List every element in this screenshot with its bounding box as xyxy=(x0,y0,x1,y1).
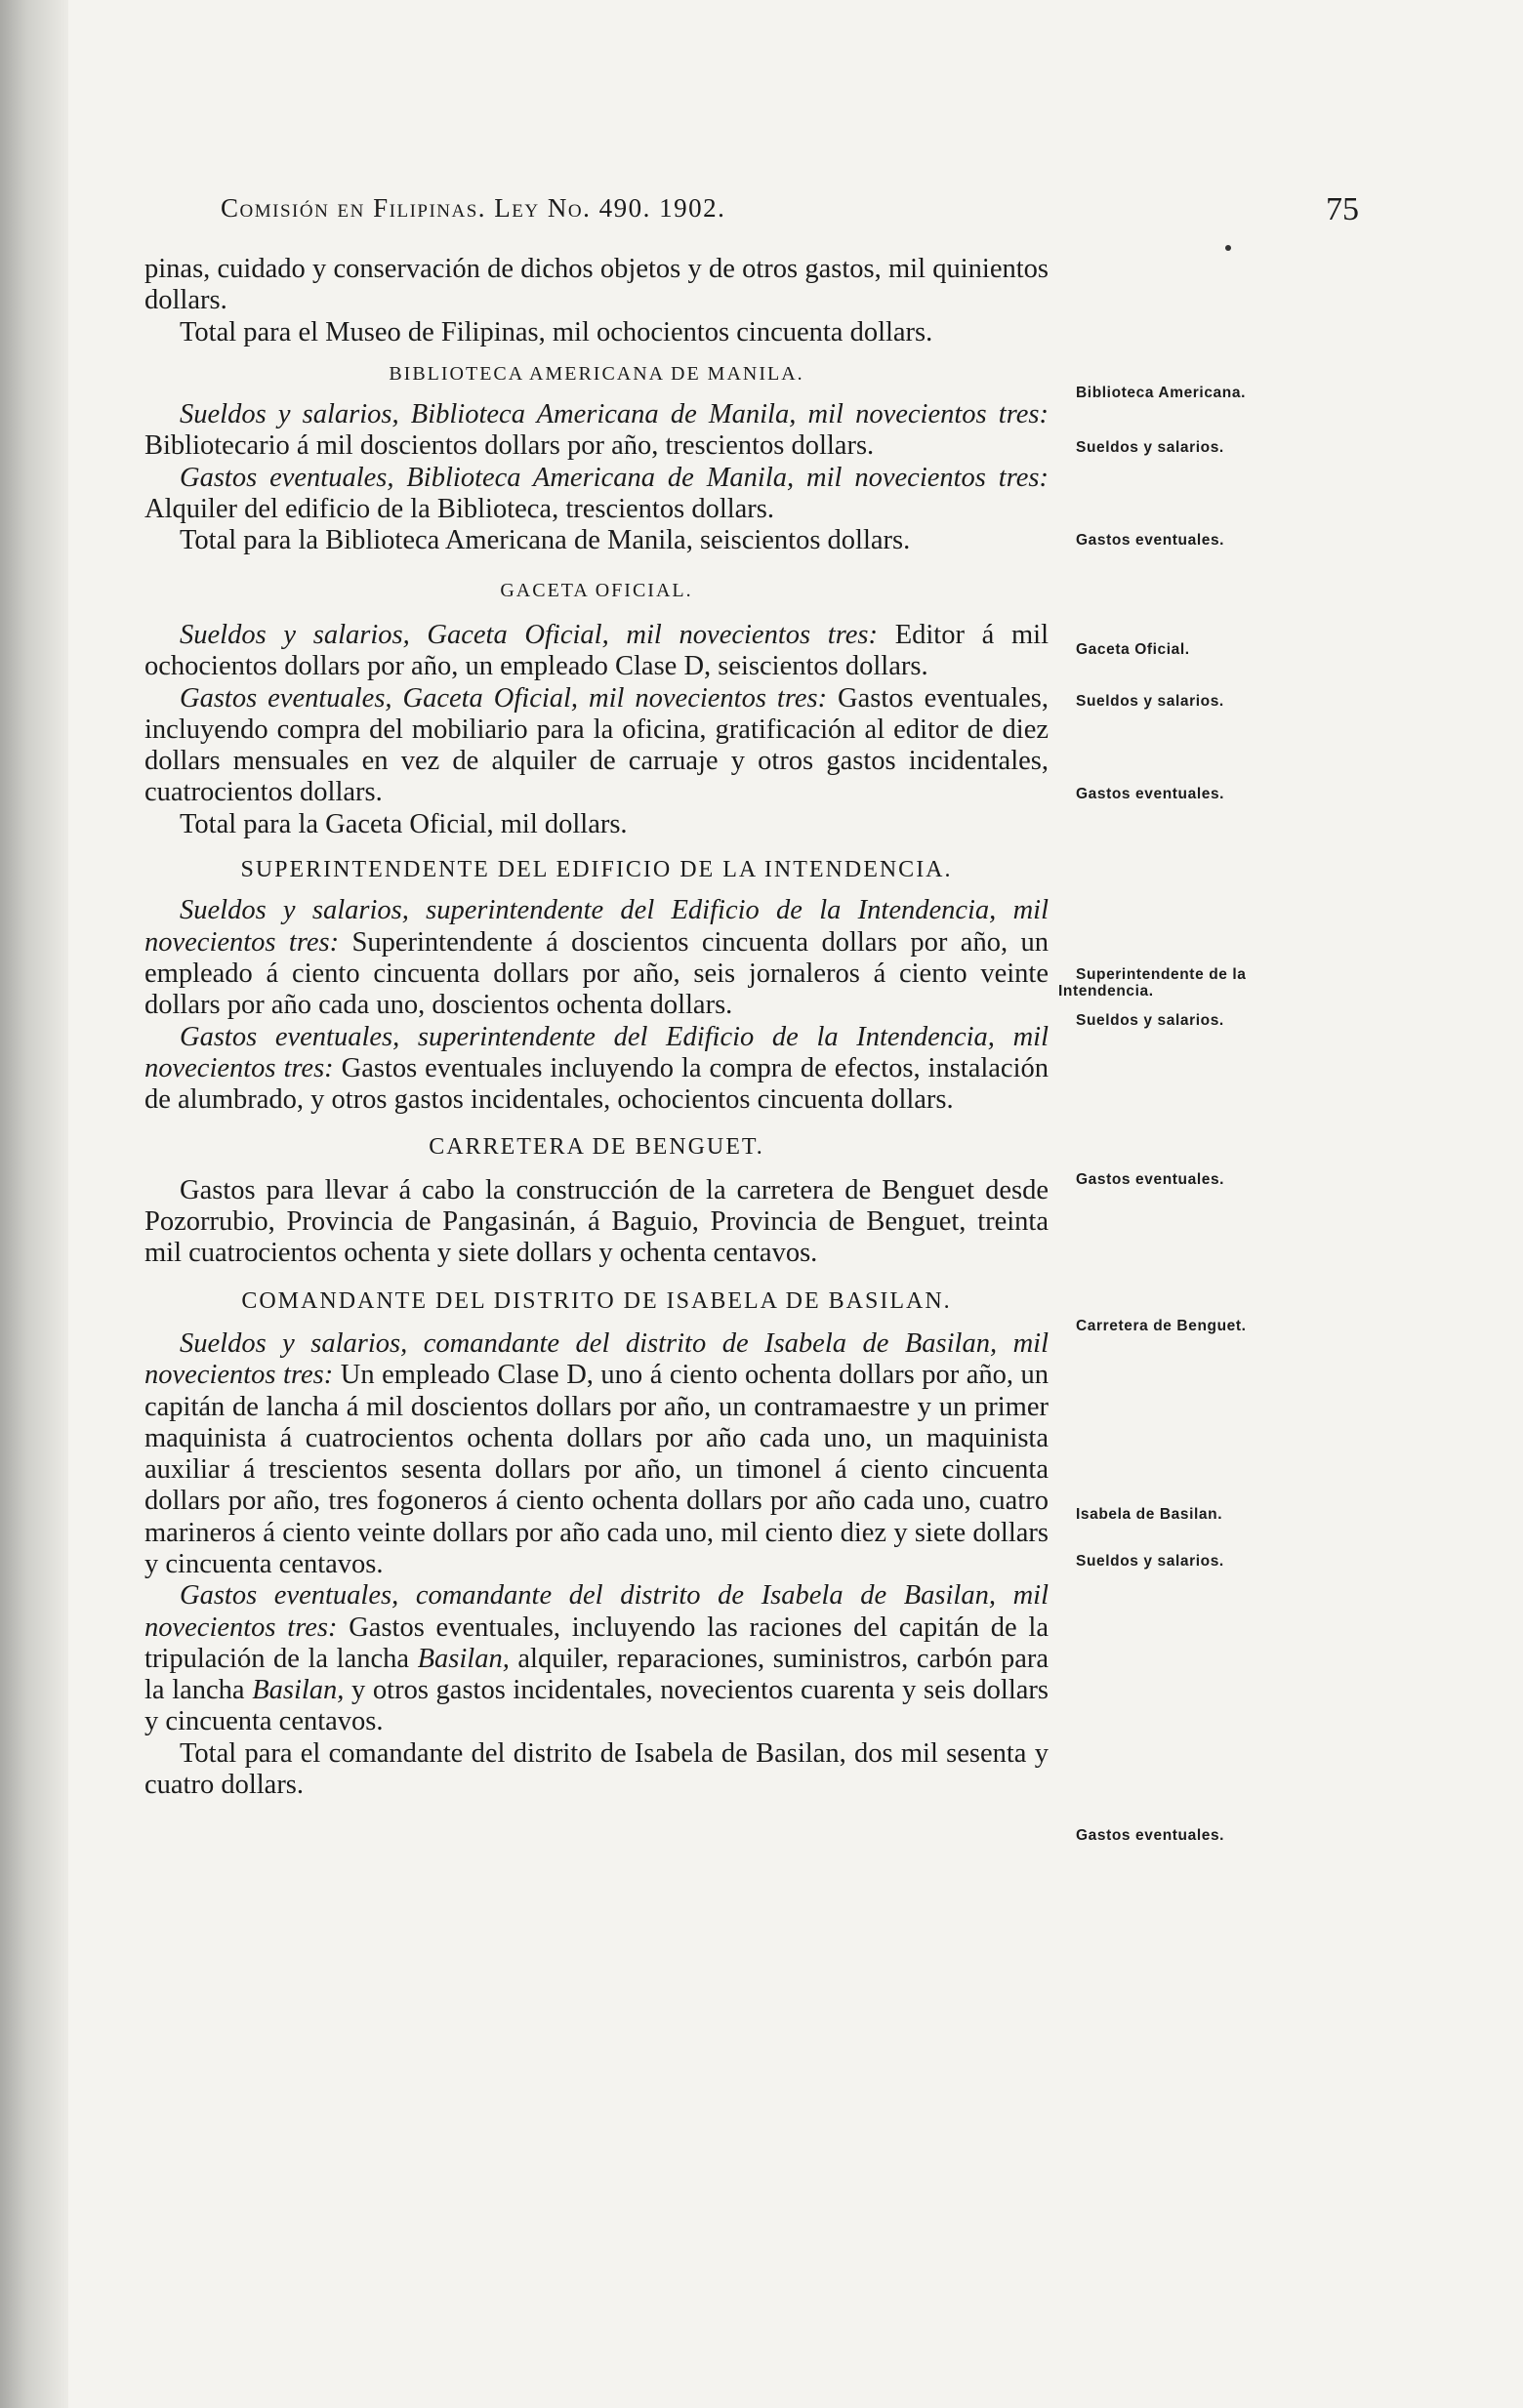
isabela-total: Total para el comandante del distrito de Isabela de Basilan, dos mil sesenta y cuatro dollars. xyxy=(144,1737,1049,1801)
margin-note-isabela-gastos: Gastos eventuales. xyxy=(1076,1827,1225,1844)
margin-note-benguet: Carretera de Benguet. xyxy=(1076,1318,1247,1334)
gaceta-gastos-label: Gastos eventuales, Gaceta Oficial, mil novecientos tres: xyxy=(180,682,828,714)
isabela-sueldos-text: Un empleado Clase D, uno á ciento ochenta dollars por año, un capitán de lancha á mil doscientos dollars por año, un contramaestre y un primer maquinista á cuatrocientos ochenta dollars por año cada uno, un maquinista auxiliar á trescientos sesenta dollars por año, un timonel á ciento cincuenta dollars por año, tres fogoneros á ciento ochenta dollars por año cada uno, cuatro marineros á ciento veinte dollars por año cada uno, mil ciento diez y siete dollars y cincuenta centavos. xyxy=(144,1360,1049,1579)
biblioteca-sueldos-text: Bibliotecario á mil doscientos dollars por año, trescientos dollars. xyxy=(144,430,875,462)
section-heading-biblioteca: BIBLIOTECA AMERICANA DE MANILA. xyxy=(389,362,804,385)
super-gastos xyxy=(144,1022,1049,1117)
biblioteca-sueldos xyxy=(144,399,1049,463)
margin-note-isabela: Isabela de Basilan. xyxy=(1076,1506,1223,1523)
super-gastos-text: Gastos eventuales incluyendo la compra de efectos, instalación de alumbrado, y otros gastos incidentales, ochocientos cincuenta dollars. xyxy=(144,1052,1049,1116)
gaceta-sueldos xyxy=(144,620,1049,683)
margin-note-biblioteca-gastos: Gastos eventuales. xyxy=(1076,532,1225,549)
margin-note-biblioteca-sueldos: Sueldos y salarios. xyxy=(1076,439,1224,456)
isabela-lancha-name: Basilan, xyxy=(417,1643,510,1674)
isabela-gastos-label: Gastos eventuales, comandante del distrito de Isabela de Basilan, mil novecientos tres: xyxy=(144,1580,1049,1643)
isabela-lancha-name-2: Basilan, xyxy=(252,1675,345,1706)
ink-speck xyxy=(1225,245,1231,251)
margin-note-superintendente: Superintendente de la Intendencia. xyxy=(1058,966,1247,1000)
margin-note-biblioteca: Biblioteca Americana. xyxy=(1076,385,1246,401)
margin-note-gaceta-gastos: Gastos eventuales. xyxy=(1076,786,1225,802)
page-number: 75 xyxy=(1326,191,1359,227)
isabela-gastos-text-c: y otros gastos incidentales, novecientos cuarenta y seis dollars y cincuenta centavos. xyxy=(144,1675,1049,1737)
super-sueldos-text: Superintendente á doscientos cincuenta dollars por año, un empleado á ciento cincuenta dollars por año, seis jornaleros á ciento veinte dollars por año cada uno, doscientos ochenta dollars. xyxy=(144,926,1049,1021)
margin-note-super-gastos: Gastos eventuales. xyxy=(1076,1171,1225,1188)
section-heading-superintendente: SUPERINTENDENTE DEL EDIFICIO DE LA INTENDENCIA. xyxy=(240,857,953,883)
running-head: Comisión en Filipinas. Ley No. 490. 1902. xyxy=(221,193,726,223)
isabela-gastos xyxy=(144,1580,1049,1737)
gaceta-gastos xyxy=(144,683,1049,809)
section-heading-isabela: COMANDANTE DEL DISTRITO DE ISABELA DE BASILAN. xyxy=(241,1287,952,1314)
biblioteca-gastos-label: Gastos eventuales, Biblioteca Americana de Manila, mil novecientos tres: xyxy=(180,462,1049,493)
super-sueldos xyxy=(144,895,1049,1021)
isabela-sueldos xyxy=(144,1328,1049,1580)
body-text xyxy=(144,254,1049,1801)
museo-total: Total para el Museo de Filipinas, mil ochocientos cincuenta dollars. xyxy=(180,316,933,347)
margin-note-gaceta: Gaceta Oficial. xyxy=(1076,641,1190,658)
museo-continuation: pinas, cuidado y conservación de dichos objetos y de otros gastos, mil quinientos dollars. xyxy=(144,254,1049,316)
margin-note-super-sueldos: Sueldos y salarios. xyxy=(1076,1012,1224,1029)
biblioteca-sueldos-label: Sueldos y salarios, Biblioteca Americana de Manila, mil novecientos tres: xyxy=(180,399,1049,430)
biblioteca-gastos xyxy=(144,463,1049,526)
margin-note-isabela-sueldos: Sueldos y salarios. xyxy=(1076,1553,1224,1570)
gaceta-sueldos-text: Editor á mil ochocientos dollars por año, un empleado Clase D, seiscientos dollars. xyxy=(144,619,1050,682)
super-gastos-label: Gastos eventuales, superintendente del Edificio de la Intendencia, mil novecientos tres: xyxy=(144,1021,1049,1083)
biblioteca-total: Total para la Biblioteca Americana de Manila, seiscientos dollars. xyxy=(180,525,911,556)
margin-note-gaceta-sueldos: Sueldos y salarios. xyxy=(1076,693,1224,710)
section-heading-gaceta: GACETA OFICIAL. xyxy=(500,579,693,601)
isabela-gastos-text-b: alquiler, reparaciones, suministros, carbón para la lancha xyxy=(144,1643,1049,1706)
section-heading-benguet: CARRETERA DE BENGUET. xyxy=(429,1134,764,1161)
benguet-text: Gastos para llevar á cabo la construcción de la carretera de Benguet desde Pozorrubio, Provincia de Pangasinán, á Baguio, Provincia de Benguet, treinta mil cuatrocientos ochenta y siete dollars y ochenta centavos. xyxy=(144,1174,1049,1269)
gaceta-sueldos-label: Sueldos y salarios, Gaceta Oficial, mil novecientos tres: xyxy=(180,619,878,650)
biblioteca-gastos-text: Alquiler del edificio de la Biblioteca, trescientos dollars. xyxy=(144,494,775,525)
isabela-sueldos-label: Sueldos y salarios, comandante del distrito de Isabela de Basilan, mil novecientos tres: xyxy=(144,1327,1049,1391)
gaceta-total: Total para la Gaceta Oficial, mil dollars. xyxy=(180,808,628,839)
gaceta-gastos-text: Gastos eventuales, incluyendo compra del mobiliario para la oficina, gratificación al editor de diez dollars mensuales en vez de alquiler de carruaje y otros gastos incidentales, cuatrocientos dollars. xyxy=(144,682,1050,808)
isabela-gastos-text-a: Gastos eventuales, incluyendo las raciones del capitán de la tripulación de la lancha xyxy=(144,1612,1049,1674)
super-sueldos-label: Sueldos y salarios, superintendente del Edificio de la Intendencia, mil novecientos tres: xyxy=(144,895,1049,958)
page-spine-shadow xyxy=(0,0,68,2408)
